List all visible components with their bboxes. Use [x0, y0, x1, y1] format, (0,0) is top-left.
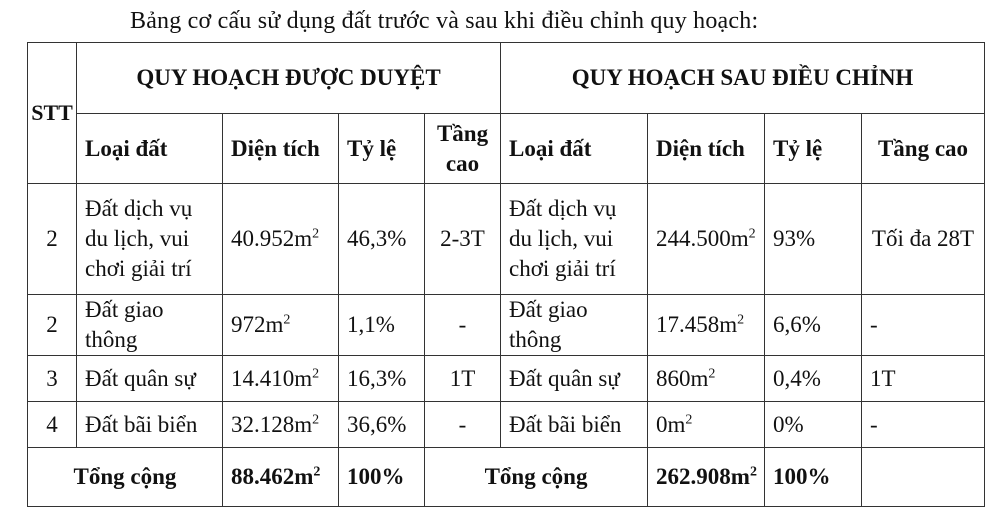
group-header-before: QUY HOẠCH ĐƯỢC DUYỆT [77, 43, 501, 114]
ratio-before: 1,1% [339, 295, 425, 356]
floors-before: 2-3T [425, 184, 501, 295]
floors-after: - [862, 402, 985, 448]
total-area-after: $262.908m^2$ [648, 448, 765, 507]
group-header-row [28, 43, 985, 114]
total-row [28, 448, 985, 507]
ratio-after: 93% [765, 184, 862, 295]
table-row [28, 184, 985, 295]
area-before: $972m^2$ [223, 295, 339, 356]
area-after: $0m^2$ [648, 402, 765, 448]
col-header-area-after: Diện tích [648, 114, 765, 184]
land-type-after: Đất dịch vụ du lịch, vui chơi giải trí [501, 184, 648, 295]
ratio-after: 0% [765, 402, 862, 448]
col-header-ratio-before: Tỷ lệ [339, 114, 425, 184]
stt-header: STT [28, 43, 77, 184]
ratio-after: 0,4% [765, 356, 862, 402]
land-type-before: Đất giao thông [77, 295, 223, 356]
ratio-before: 16,3% [339, 356, 425, 402]
col-header-floors-after: Tầng cao [862, 114, 985, 184]
column-header-row [28, 114, 985, 184]
ratio-before: 36,6% [339, 402, 425, 448]
area-before: $32.128m^2$ [223, 402, 339, 448]
ratio-after: 6,6% [765, 295, 862, 356]
area-before: $40.952m^2$ [223, 184, 339, 295]
col-header-area-before: Diện tích [223, 114, 339, 184]
row-stt: 3 [28, 356, 77, 402]
total-label-before: Tổng cộng [28, 448, 223, 507]
row-stt: 2 [28, 295, 77, 356]
total-ratio-after: 100% [765, 448, 862, 507]
land-type-before: Đất quân sự [77, 356, 223, 402]
total-floors-after [862, 448, 985, 507]
col-header-ratio-after: Tỷ lệ [765, 114, 862, 184]
floors-after: Tối đa 28T [862, 184, 985, 295]
total-label-after: Tổng cộng [425, 448, 648, 507]
floors-after: 1T [862, 356, 985, 402]
row-stt: 2 [28, 184, 77, 295]
area-before: $14.410m^2$ [223, 356, 339, 402]
table-row [28, 402, 985, 448]
group-header-after: QUY HOẠCH SAU ĐIỀU CHỈNH [501, 43, 985, 114]
area-after: $17.458m^2$ [648, 295, 765, 356]
row-stt: 4 [28, 402, 77, 448]
total-area-before: $88.462m^2$ [223, 448, 339, 507]
floors-before: - [425, 402, 501, 448]
col-header-land-type-after: Loại đất [501, 114, 648, 184]
land-type-before: Đất bãi biển [77, 402, 223, 448]
ratio-before: 46,3% [339, 184, 425, 295]
area-after: $244.500m^2$ [648, 184, 765, 295]
land-type-after: Đất quân sự [501, 356, 648, 402]
col-header-floors-before: Tầng cao [425, 114, 501, 184]
floors-before: 1T [425, 356, 501, 402]
table-caption: Bảng cơ cấu sử dụng đất trước và sau khi điều chỉnh quy hoạch: [130, 8, 759, 34]
floors-before: - [425, 295, 501, 356]
table-row [28, 295, 985, 356]
col-header-land-type-before: Loại đất [77, 114, 223, 184]
land-type-after: Đất giao thông [501, 295, 648, 356]
land-type-before: Đất dịch vụ du lịch, vui chơi giải trí [77, 184, 223, 295]
area-after: $860m^2$ [648, 356, 765, 402]
total-ratio-before: 100% [339, 448, 425, 507]
land-use-table [27, 42, 985, 507]
table-row [28, 356, 985, 402]
land-type-after: Đất bãi biển [501, 402, 648, 448]
floors-after: - [862, 295, 985, 356]
